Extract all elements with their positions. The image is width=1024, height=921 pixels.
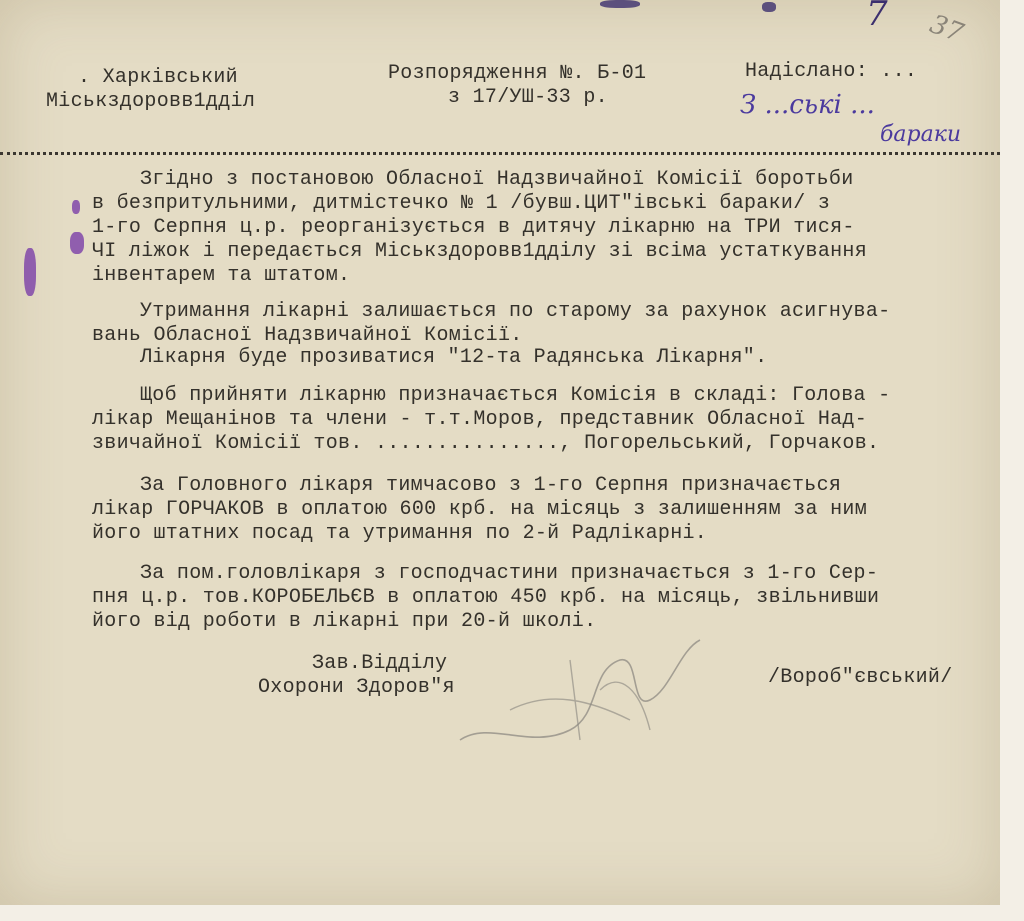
paragraph-1-line-5: інвентарем та штатом. xyxy=(92,264,351,287)
paragraph-2-line-3: Лікарня буде прозиватися "12-та Радянська Лікарня". xyxy=(140,346,768,369)
header-separator xyxy=(0,152,1000,155)
paragraph-5-line-3: його від роботи в лікарні при 20-й школі. xyxy=(92,610,597,633)
handwritten-signature xyxy=(450,630,750,770)
paragraph-1-line-1: Згідно з постановою Обласної Надзвичайної Комісії боротьби xyxy=(140,168,854,191)
paragraph-4-line-1: За Головного лікаря тимчасово з 1-го Серпня призначається xyxy=(140,474,842,497)
signatory-name: /Вороб"євський/ xyxy=(768,666,953,689)
paragraph-5-line-1: За пом.головлікаря з господчастини призначається з 1-го Сер- xyxy=(140,562,879,585)
paragraph-4-line-2: лікар ГОРЧАКОВ в оплатою 600 крб. на місяць з залишенням за ним xyxy=(92,498,868,521)
paragraph-3-line-2: лікар Мещанінов та члени - т.т.Моров, представник Обласної Над- xyxy=(92,408,868,431)
sent-label: Надіслано: ... xyxy=(745,60,918,83)
scan-margin-right xyxy=(1000,0,1024,921)
ink-mark-left-2 xyxy=(72,200,80,214)
order-date: з 17/УШ-33 р. xyxy=(448,86,608,109)
ink-mark-left-3 xyxy=(70,232,84,254)
paragraph-2-line-2: вань Обласної Надзвичайної Комісії. xyxy=(92,324,523,347)
organization-name: . Харківський xyxy=(78,66,238,89)
paragraph-3-line-3: звичайної Комісії тов. ..............., Погорельський, Горчаков. xyxy=(92,432,880,455)
paragraph-4-line-3: його штатних посад та утримання по 2-й Радлікарні. xyxy=(92,522,708,545)
paragraph-2-line-1: Утримання лікарні залишається по старому за рахунок асигнува- xyxy=(140,300,891,323)
ink-mark-top-2 xyxy=(762,2,776,12)
paragraph-3-line-1: Щоб прийняти лікарню призначається Комісія в складі: Голова - xyxy=(140,384,891,407)
handwritten-note-line1: З ...ські ... xyxy=(740,90,875,120)
ink-mark-left-1 xyxy=(24,248,36,296)
signatory-title-line-2: Охорони Здоров"я xyxy=(258,676,455,699)
signatory-title-line-1: Зав.Відділу xyxy=(312,652,448,675)
ink-mark-top-1 xyxy=(600,0,640,8)
paragraph-1-line-2: в безпритульними, дитмістечко № 1 /бувш.ЦИТ"івські бараки/ з xyxy=(92,192,831,215)
handwritten-note-line2: бараки xyxy=(880,122,962,147)
scan-margin-bottom xyxy=(0,905,1024,921)
paragraph-1-line-4: ЧІ ліжок і передається Міськздоровв1дділу зі всіма устаткування xyxy=(92,240,868,263)
handwritten-page-number: 37 xyxy=(925,9,968,49)
paragraph-1-line-3: 1-го Серпня ц.р. реорганізується в дитячу лікарню на ТРИ тися- xyxy=(92,216,855,239)
paragraph-5-line-2: пня ц.р. тов.КОРОБЕЛЬЄВ в оплатою 450 крб. на місяць, звільнивши xyxy=(92,586,880,609)
organization-department: Міськздоровв1дділ xyxy=(46,90,256,113)
order-title: Розпорядження №. Б-01 xyxy=(388,62,647,85)
handwritten-top-mark: 7 xyxy=(866,0,888,34)
